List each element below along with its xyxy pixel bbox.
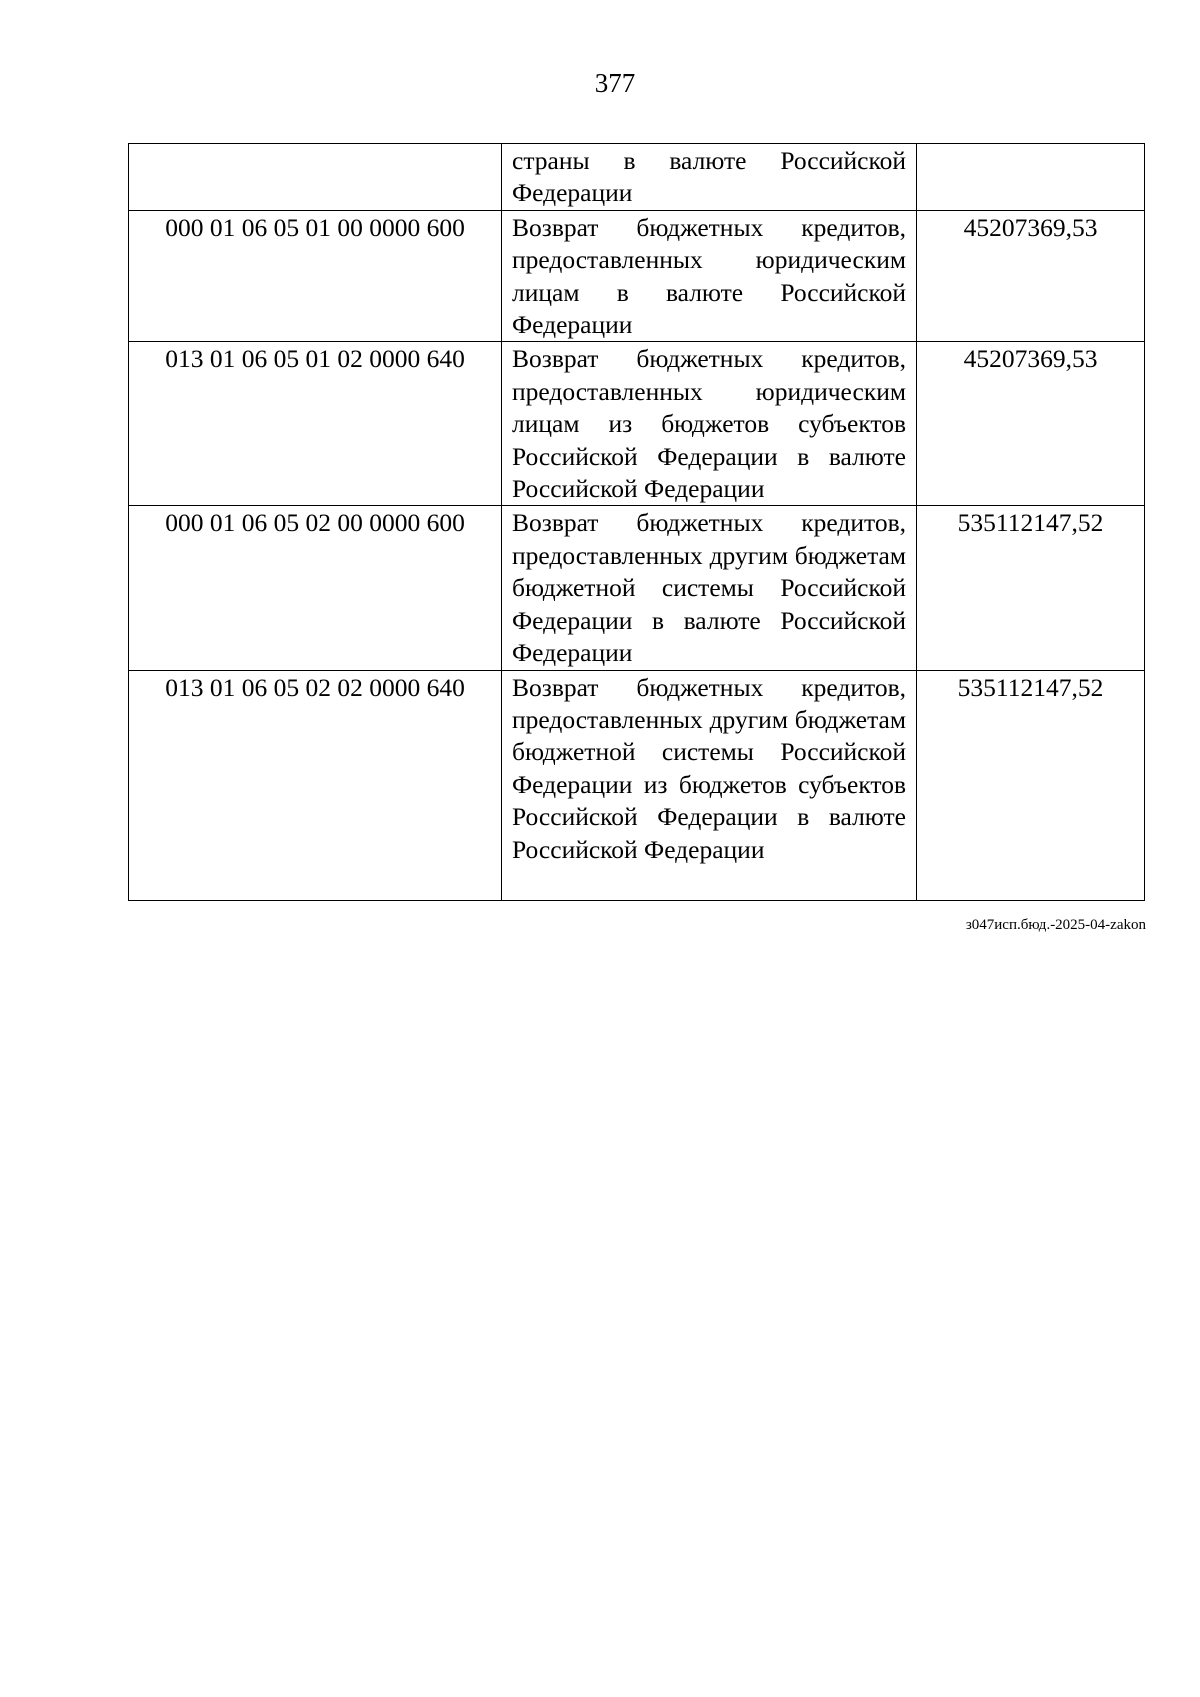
budget-code-cell: 000 01 06 05 01 00 0000 600 — [129, 210, 502, 342]
page-number: 377 — [594, 68, 636, 98]
amount-cell: 535112147,52 — [917, 670, 1145, 900]
amount-cell: 45207369,53 — [917, 342, 1145, 506]
description-cell: Возврат бюджетных кредитов, предоставленных другим бюджетам бюджетной системы Российской Федерации в валюте Российской Федерации — [502, 506, 917, 670]
table-row — [129, 506, 1145, 670]
budget-code-cell: 000 01 06 05 02 00 0000 600 — [129, 506, 502, 670]
amount-cell: 45207369,53 — [917, 210, 1145, 342]
document-footer-code: з047исп.бюд.-2025-04-zakon — [965, 917, 1146, 933]
description-cell: страны в валюте Российской Федерации — [502, 144, 917, 211]
budget-code-cell: 013 01 06 05 01 02 0000 640 — [129, 342, 502, 506]
description-cell: Возврат бюджетных кредитов, предоставленных юридическим лицам из бюджетов субъектов Российской Федерации в валюте Российской Федерации — [502, 342, 917, 506]
table-row — [129, 210, 1145, 342]
table-row — [129, 144, 1145, 211]
table-row — [129, 342, 1145, 506]
budget-table — [128, 143, 1145, 901]
table-row — [129, 670, 1145, 900]
amount-cell — [917, 144, 1145, 211]
budget-code-cell — [129, 144, 502, 211]
amount-cell: 535112147,52 — [917, 506, 1145, 670]
description-cell: Возврат бюджетных кредитов, предоставленных другим бюджетам бюджетной системы Российской Федерации из бюджетов субъектов Российской Федерации в валюте Российской Федерации — [502, 670, 917, 900]
budget-code-cell: 013 01 06 05 02 02 0000 640 — [129, 670, 502, 900]
description-cell: Возврат бюджетных кредитов, предоставленных юридическим лицам в валюте Российской Федерации — [502, 210, 917, 342]
